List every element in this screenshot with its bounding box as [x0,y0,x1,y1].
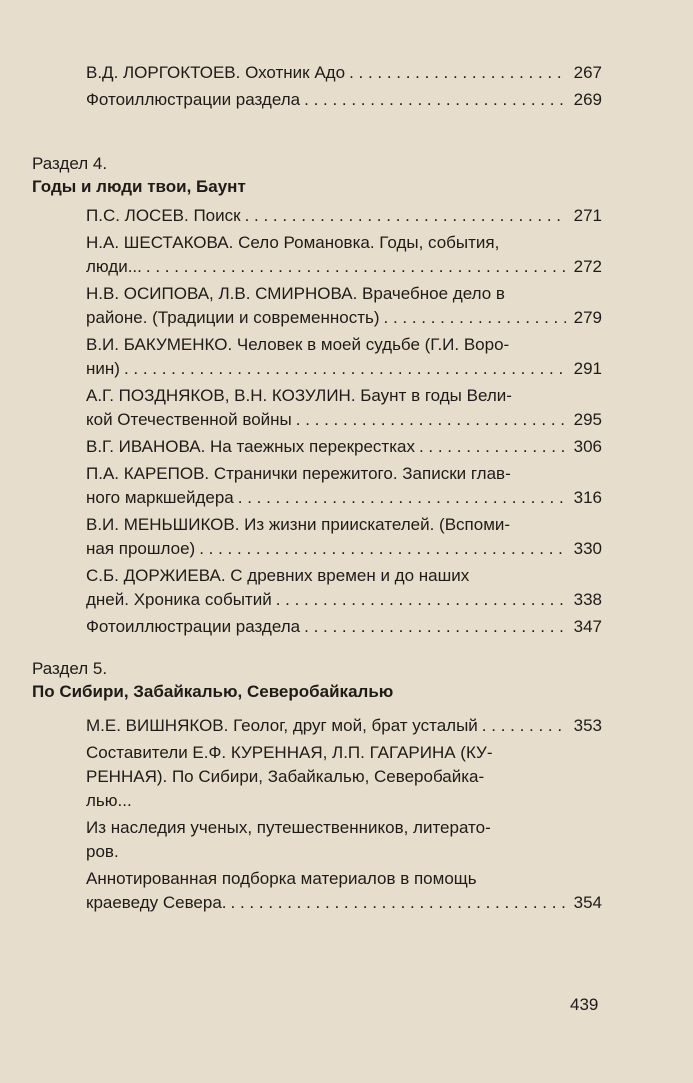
entry-line [86,615,602,639]
entry-text: дней. Хроника событий [86,590,272,609]
entry-line [86,282,602,306]
toc-entry [86,231,602,279]
entry-text: кой Отечественной войны [86,410,292,429]
toc-entry [86,61,602,85]
entry-text: Составители Е.Ф. КУРЕННАЯ, Л.П. ГАГАРИНА (КУ- [86,743,493,762]
entry-text: Из наследия ученых, путешественников, литерато- [86,818,491,837]
entry-text: А.Г. ПОЗДНЯКОВ, В.Н. КОЗУЛИН. Баунт в годы Вели- [86,386,512,405]
section-label: Раздел 5. [32,659,108,678]
entry-page: 353 [573,716,602,735]
section-label: Раздел 4. [32,154,108,173]
section-5-heading [32,657,592,703]
entry-line [86,537,602,561]
leader-dots [419,435,566,459]
leader-dots [231,891,566,915]
entry-page: 271 [573,206,602,225]
entry-line [86,564,602,588]
entry-text: П.С. ЛОСЕВ. Поиск [86,206,241,225]
entry-page: 306 [573,437,602,456]
entry-text: краеведу Севера. [86,893,227,912]
entry-line [86,231,602,255]
entry-line [86,462,602,486]
entry-text: В.И. МЕНЬШИКОВ. Из жизни приискателей. (Вспоми- [86,515,511,534]
entry-line [86,255,602,279]
section-5-entries [86,714,602,918]
entry-text: нин) [86,359,120,378]
entry-line [86,88,602,112]
entry-page: 347 [573,617,602,636]
entry-line [86,513,602,537]
entry-text: ная прошлое) [86,539,196,558]
page-number: 439 [570,995,599,1014]
entry-line [86,435,602,459]
entry-page: 272 [573,257,602,276]
entry-text: Н.В. ОСИПОВА, Л.В. СМИРНОВА. Врачебное дело в [86,284,505,303]
leader-dots [296,408,566,432]
entry-page: 354 [573,893,602,912]
leader-dots [238,486,566,510]
entry-text: В.И. БАКУМЕНКО. Человек в моей судьбе (Г.И. Воро- [86,335,510,354]
leader-dots [304,88,566,112]
entry-text: В.Д. ЛОРГОКТОЕВ. Охотник Адо [86,63,346,82]
toc-entry [86,462,602,510]
entry-page: 330 [573,539,602,558]
toc-entry [86,204,602,228]
entry-line [86,204,602,228]
leader-dots [199,537,566,561]
entry-page: 338 [573,590,602,609]
leader-dots [146,255,566,279]
entry-line [86,306,602,330]
entry-line [86,765,602,789]
entry-page: 269 [573,90,602,109]
entry-page: 291 [573,359,602,378]
toc-entry [86,282,602,330]
entry-text: Фотоиллюстрации раздела [86,617,301,636]
entry-line [86,408,602,432]
toc-entry [86,741,602,813]
entry-line [86,891,602,915]
entry-line [86,714,602,738]
entry-text: ров. [86,842,119,861]
toc-entry [86,615,602,639]
entry-text: люди... [86,257,142,276]
toc-entry [86,714,602,738]
entry-text: Аннотированная подборка материалов в помощь [86,869,477,888]
leader-dots [482,714,566,738]
toc-entry [86,435,602,459]
toc-entry [86,333,602,381]
leader-dots [245,204,566,228]
entry-line [86,357,602,381]
entry-text: РЕННАЯ). По Сибири, Забайкалью, Северобайка- [86,767,485,786]
entry-text: ного маркшейдера [86,488,234,507]
leader-dots [384,306,567,330]
toc-continued-block [86,61,602,115]
entry-text: районе. (Традиции и современность) [86,308,380,327]
entry-text: Н.А. ШЕСТАКОВА. Село Романовка. Годы, события, [86,233,500,252]
toc-entry [86,867,602,915]
toc-entry [86,564,602,612]
entry-page: 295 [573,410,602,429]
section-4-heading [32,152,592,198]
entry-line [86,486,602,510]
entry-text: П.А. КАРЕПОВ. Странички пережитого. Записки глав- [86,464,511,483]
entry-page: 267 [573,63,602,82]
entry-text: С.Б. ДОРЖИЕВА. С древних времен и до наших [86,566,470,585]
entry-line [86,816,602,840]
leader-dots [276,588,566,612]
entry-line [86,384,602,408]
toc-entry [86,816,602,864]
entry-line [86,588,602,612]
entry-text: лью... [86,791,132,810]
entry-line [86,333,602,357]
section-title: По Сибири, Забайкалью, Северобайкалью [32,682,394,701]
leader-dots [304,615,566,639]
entry-page: 279 [573,308,602,327]
entry-line [86,840,602,864]
entry-line [86,789,602,813]
entry-line [86,741,602,765]
toc-entry [86,513,602,561]
entry-text: М.Е. ВИШНЯКОВ. Геолог, друг мой, брат усталый [86,716,478,735]
section-title: Годы и люди твои, Баунт [32,177,246,196]
leader-dots [349,61,566,85]
entry-line [86,867,602,891]
entry-text: Фотоиллюстрации раздела [86,90,301,109]
toc-entry [86,384,602,432]
entry-text: В.Г. ИВАНОВА. На таежных перекрестках [86,437,415,456]
entry-line [86,61,602,85]
entry-page: 316 [573,488,602,507]
leader-dots [124,357,566,381]
toc-entry [86,88,602,112]
section-4-entries [86,204,602,642]
